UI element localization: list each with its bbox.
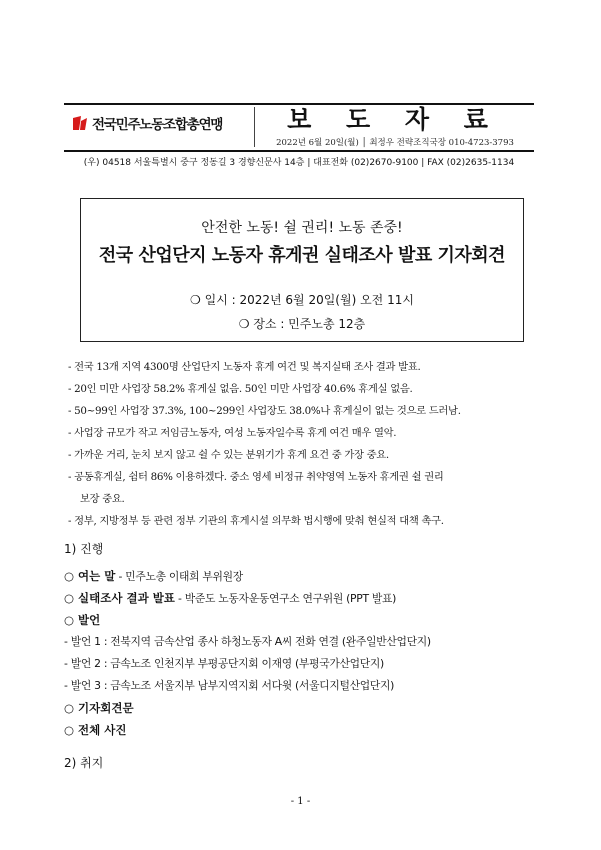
event-title: 전국 산업단지 노동자 휴게권 실태조사 발표 기자회견 <box>98 245 506 266</box>
opening-label: ○ 여는 말 <box>64 569 116 583</box>
summary-item: - 공동휴게실, 쉼터 86% 이용하겠다. 중소 영세 비정규 취약영역 노동자 휴게권 쉴 권리 <box>68 471 444 483</box>
press-contact: 2022년 6월 20일(월) │ 최정우 전략조직국장 010-4723-3793 <box>276 138 514 148</box>
press-header <box>64 103 534 149</box>
org-logo <box>72 113 222 133</box>
summary-list <box>68 356 538 532</box>
program-opening <box>64 568 243 584</box>
speech-label: ○ 발언 <box>64 613 101 627</box>
summary-item: - 가까운 거리, 눈치 보지 않고 쉴 수 있는 분위기가 휴게 요건 중 가장 중요. <box>68 449 389 461</box>
page-number: - 1 - <box>290 796 311 807</box>
statement-label: ○ 기자회견문 <box>64 701 134 715</box>
org-name: 전국민주노동조합총연맹 <box>92 117 223 133</box>
event-date: ❍ 일시 : 2022년 6월 20일(월) 오전 11시 <box>190 293 414 307</box>
summary-item: - 전국 13개 지역 4300명 산업단지 노동자 휴게 여건 및 복지실태 조사 결과 발표. <box>68 361 421 373</box>
summary-item: - 20인 미만 사업장 58.2% 휴게실 없음. 50인 미만 사업장 40.6% 휴게실 없음. <box>68 383 413 395</box>
survey-label: ○ 실태조사 결과 발표 <box>64 591 175 605</box>
event-place: ❍ 장소 : 민주노총 12층 <box>238 317 366 331</box>
press-release-title: 보 도 자 료 <box>287 105 501 134</box>
kctu-logo-icon <box>72 115 88 131</box>
opening-text: - 민주노총 이태희 부위원장 <box>115 570 243 583</box>
event-title-box <box>80 198 524 342</box>
group-photo-label: ○ 전체 사진 <box>64 723 127 737</box>
section-heading-purpose: 2) 취지 <box>64 756 104 770</box>
event-subtitle: 안전한 노동! 쉴 권리! 노동 존중! <box>201 220 403 236</box>
speech-item: - 발언 1 : 전북지역 금속산업 종사 하청노동자 A씨 전화 연결 (완주일반산업단지) <box>64 635 431 648</box>
speech-item: - 발언 2 : 금속노조 인천지부 부평공단지회 이재영 (부평국가산업단지) <box>64 657 384 670</box>
survey-text: - 박준도 노동자운동연구소 연구위원 (PPT 발표) <box>174 592 397 605</box>
section-heading-progress: 1) 진행 <box>64 542 104 556</box>
summary-item-continued: 보장 중요. <box>80 493 125 505</box>
summary-item: - 50~99인 사업장 37.3%, 100~299인 사업장도 38.0%나 휴게실이 없는 것으로 드러남. <box>68 405 461 417</box>
summary-item: - 사업장 규모가 작고 저임금노동자, 여성 노동자일수록 휴게 여건 매우 열악. <box>68 427 397 439</box>
program-survey <box>64 590 396 606</box>
speech-item: - 발언 3 : 금속노조 서울지부 남부지역지회 서다윗 (서울디지털산업단지) <box>64 679 395 692</box>
summary-item: - 정부, 지방정부 등 관련 정부 기관의 휴게시설 의무화 법시행에 맞춰 현실적 대책 촉구. <box>68 515 444 527</box>
org-address: (우) 04518 서울특별시 중구 정동길 3 경향신문사 14층 | 대표전화 (02)2670-9100 | FAX (02)2635-1134 <box>64 150 534 168</box>
